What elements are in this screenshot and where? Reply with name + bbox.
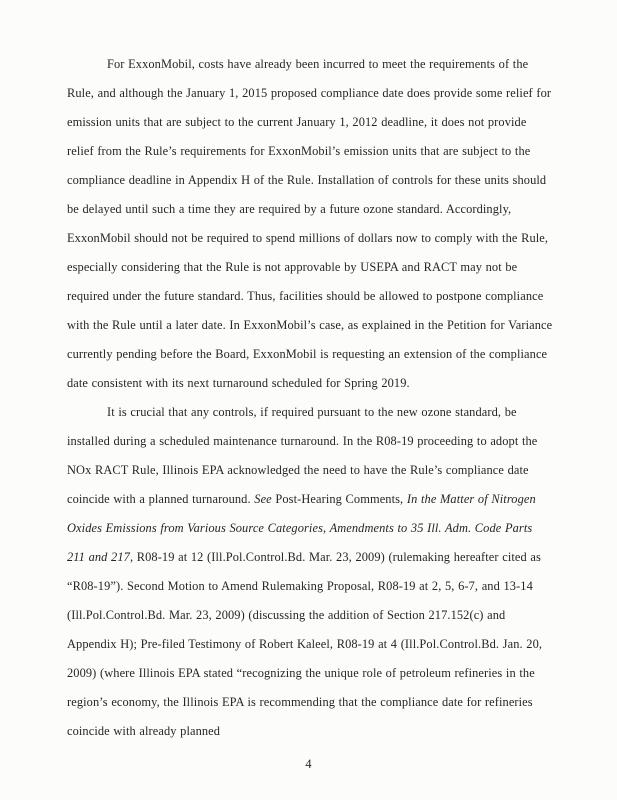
page-number: 4 [305, 757, 312, 771]
text-segment: See [254, 492, 272, 506]
paragraph-rule-compliance [67, 50, 553, 398]
text-segment: For ExxonMobil, costs have already been incurred to meet the requirements of the Rule, and although the January 1, 2015 proposed compliance date does provide some relief for emission units that are subject to the current January 1, 2012 deadline, it does not provide relief from the Rule’s requirements for ExxonMobil’s emission units that are subject to the compliance deadline in Appendix H of the Rule. Installation of controls for these units should be delayed until such a time they are required by a future ozone standard. Accordingly, ExxonMobil should not be required to spend millions of dollars now to comply with the Rule, especially considering that the Rule is not approvable by USEPA and RACT may not be required under the future standard. Thus, facilities should be allowed to postpone compliance with the Rule until a later date. In ExxonMobil’s case, as explained in the Petition for Variance currently pending before the Board, ExxonMobil is requesting an extension of the compliance date consistent with its next turnaround scheduled for Spring 2019. [67, 57, 553, 390]
page-body [67, 50, 553, 746]
text-segment: Post-Hearing Comments, [271, 492, 407, 506]
text-segment: It is crucial that any controls, if required pursuant to the new ozone standard, be installed during a scheduled maintenance turnaround. In the R08-19 proceeding to adopt the NOx RACT Rule, Illinois EPA acknowledged the need to have the Rule’s compliance date coincide with a planned turnaround. [67, 405, 538, 506]
text-segment: In the Matter of Nitrogen Oxides Emissions from Various Source Categories, Amendments to 35 Ill. Adm. Code Parts 211 and 217 [67, 492, 536, 564]
paragraph-turnaround-citations [67, 398, 553, 746]
text-segment: , R08-19 at 12 (Ill.Pol.Control.Bd. Mar. 23, 2009) (rulemaking hereafter cited as “R08-19”). Second Motion to Amend Rulemaking Proposal, R08-19 at 2, 5, 6-7, and 13-14 (Ill.Pol.Control.Bd. Mar. 23, 2009) (discussing the addition of Section 217.152(c) and Appendix H); Pre-filed Testimony of Robert Kaleel, R08-19 at 4 (Ill.Pol.Control.Bd. Jan. 20, 2009) (where Illinois EPA stated “recognizing the unique role of petroleum refineries in the region’s economy, the Illinois EPA is recommending that the compliance date for refineries coincide with already planned [67, 550, 543, 738]
